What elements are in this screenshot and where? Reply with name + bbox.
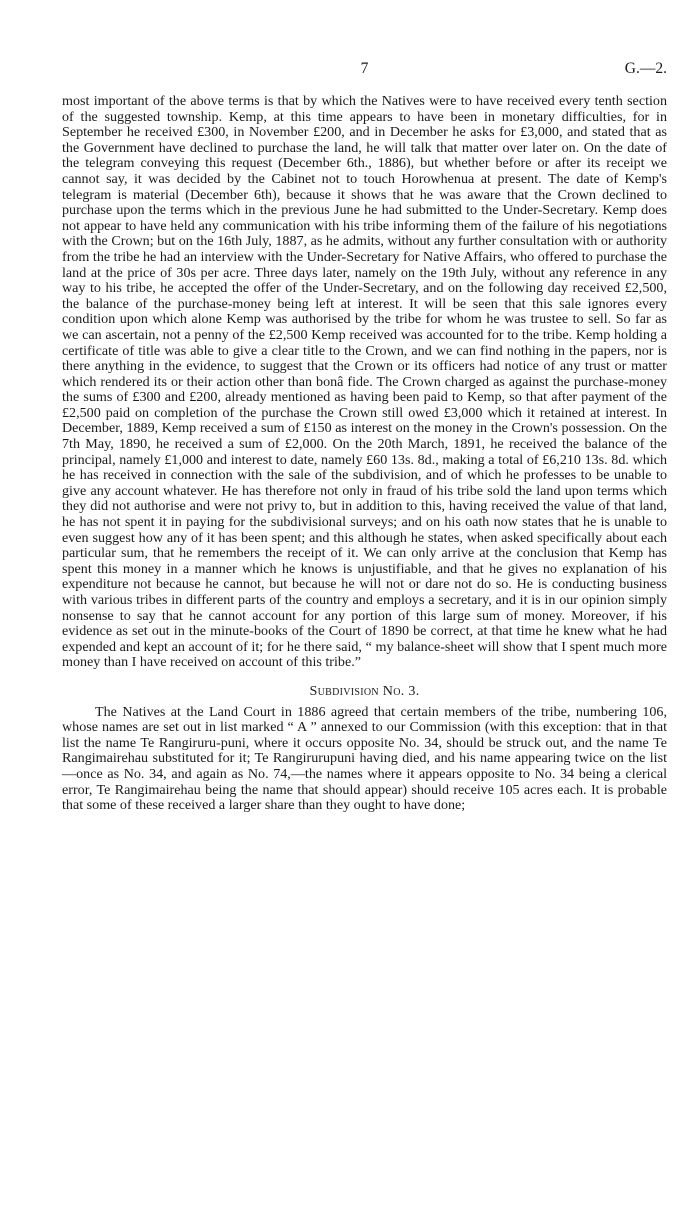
paragraph-continued: most important of the above terms is that by which the Natives were to have received every tenth section of the suggested township. Kemp, at this time appears to have been in monetary difficulties, for in September he received £300, in November £200, and in December he asks for £3,000, and stated that as the Government have declined to purchase the land, he will talk that matter over later on. On the date of the telegram conveying this request (December 6th., 1886), but whether before or after its receipt we cannot say, it was decided by the Cabinet not to touch Horowhenua at present. The date of Kemp's telegram is material (December 6th), because it shows that he was aware that the Crown declined to purchase upon the terms which in the previous June he had submitted to the Under-Secretary. Kemp does not appear to have held any communication with his tribe informing them of the failure of his negotiations with the Crown; but on the 16th July, 1887, as he admits, without any further consultation with or authority from the tribe he had an interview with the Under-Secretary for Native Affairs, who offered to purchase the land at the price of 30s per acre. Three days later, namely on the 19th July, without any reference in any way to his tribe, he accepted the offer of the Under-Secretary, and on the following day received £2,500, the balance of the purchase-money being left at interest. It will be seen that this sale ignores every condition upon which alone Kemp was authorised by the tribe for whom he was trustee to sell. So far as we can ascertain, not a penny of the £2,500 Kemp received was accounted for to the tribe. Kemp holding a certificate of title was able to give a clear title to the Crown, and we can find nothing in the papers, nor is there anything in the evidence, to suggest that the Crown or its officers had notice of any trust or matter which rendered its or their action other than bonâ fide. The Crown charged as against the purchase-money the sums of £300 and £200, already mentioned as having been paid to Kemp, so that after payment of the £2,500 paid on completion of the purchase the Crown still owed £3,000 which it retained at interest. In December, 1889, Kemp received a sum of £150 as interest on the money in the Crown's possession. On the 7th May, 1890, he received a sum of £2,000. On the 20th March, 1891, he received the balance of the principal, namely £1,000 and interest to date, namely £60 13s. 8d., making a total of £6,210 13s. 8d. which he has received in connection with the sale of the subdivision, and of which he professes to be unable to give any account whatever. He has therefore not only in fraud of his tribe sold the land upon terms which they did not authorise and were not privy to, but in addition to this, having received the value of that land, he has not spent it in paying for the subdivisional surveys; and on his oath now states that he is unable to even suggest how any of it has been spent; and this although he states, when asked specifically about each particular sum, that he remembers the receipt of it. We can only arrive at the conclusion that Kemp has spent this money in a manner which he knows is unjustifiable, and that he gives no explanation of his expenditure not because he cannot, but because he will not or dare not do so. He is conducting business with various tribes in different parts of the country and employs a secretary, and it is in our opinion simply nonsense to say that he cannot account for any portion of this large sum of money. Moreover, if his evidence as set out in the minute-books of the Court of 1890 be correct, at that time he knew what he had expended and kept an account of it; for he there said, “ my balance-sheet will show that I spent much more money than I have received on account of this tribe.” [62,93,668,671]
page-number: 7 [360,60,369,77]
body-text [62,94,667,814]
document-reference: G.—2. [624,60,667,77]
paragraph: The Natives at the Land Court in 1886 agreed that certain members of the tribe, numbering 106, whose names are set out in list marked “ A ” annexed to our Commission (with this exception: that in that list the name Te Rangiruru-puni, where it occurs opposite No. 34, should be struck out, and the name Te Rangimairehau substituted for it; Te Rangirurupuni having died, and his name appearing twice on the list—once as No. 34, and again as No. 74,—the names where it appears opposite to No. 34 being a clerical error, Te Rangimairehau being the name that should appear) should receive 105 acres each. It is probable that some of these received a larger share than they ought to have done; [62,703,667,814]
page-header [62,60,667,80]
section-heading: Subdivision No. 3. [309,682,420,699]
